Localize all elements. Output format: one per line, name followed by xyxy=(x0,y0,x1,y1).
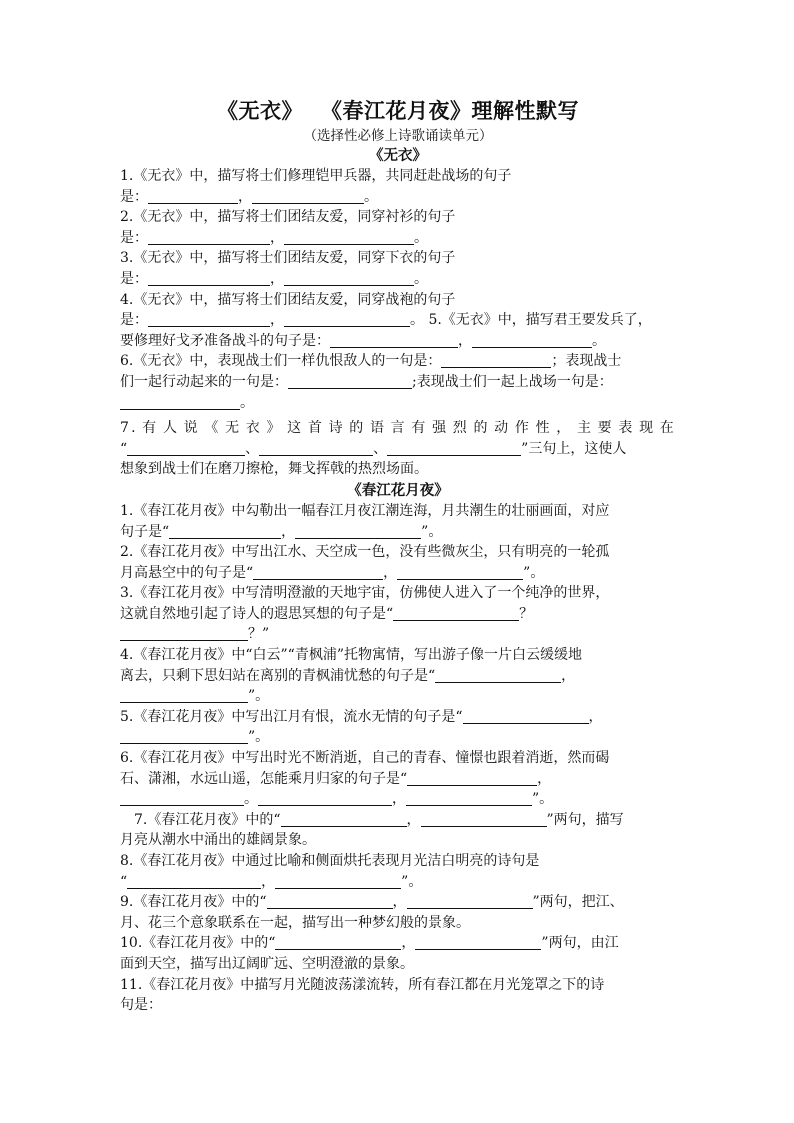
answer-blank[interactable] xyxy=(120,395,240,410)
wuyi-question-7: 7.有人说《无衣》这首诗的语言有强烈的动作性，主要表现在 xyxy=(120,420,676,437)
answer-blank[interactable] xyxy=(267,894,393,909)
answer-blank[interactable] xyxy=(472,333,592,348)
answer-blank[interactable] xyxy=(435,668,561,683)
answer-blank[interactable] xyxy=(284,271,414,286)
wuyi-question-7-cont: “ 、 、 ”三句上，这使人 想象到战士们在磨刀擦枪，舞戈挥戟的热烈场面。 xyxy=(120,440,627,478)
wuyi-question-3: 3.《无衣》中，描写将士们团结友爱，同穿下衣的句子 是： ， 。 xyxy=(120,250,456,287)
answer-blank[interactable] xyxy=(252,189,364,204)
chunjiang-question-3: 3.《春江花月夜》中写清明澄澈的天地宇宙，仿佛使人进入了一个纯净的世界， 这就自然地引起了诗人的遐思冥想的句子是“ ？ ？” xyxy=(120,585,610,643)
chunjiang-question-4: 4.《春江花月夜》中“白云”“青枫浦”托物寓情，写出游子像一片白云缓缓地 离去，只剩下思妇站在离别的青枫浦忧愁的句子是“ ， ”。 xyxy=(120,647,582,705)
chunjiang-question-2: 2.《春江花月夜》中写出江水、天空成一色，没有些微灰尘，只有明亮的一轮孤 月高悬空中的句子是“ ， ”。 xyxy=(120,544,610,581)
answer-blank[interactable] xyxy=(127,874,261,889)
chunjiang-question-1: 1.《春江花月夜》中勾勒出一幅春江月夜江潮连海，月共潮生的壮丽画面，对应 句子是“ ， ”。 xyxy=(120,502,610,540)
chunjiang-question-9: 9.《春江花月夜》中的“ ， ”两句，把江、 月、花三个意象联系在一起，描写出一种梦幻般的景象。 xyxy=(120,894,624,931)
answer-blank[interactable] xyxy=(148,271,270,286)
page-title xyxy=(120,96,676,126)
answer-blank[interactable] xyxy=(421,812,547,827)
answer-blank[interactable] xyxy=(463,709,589,724)
chunjiang-question-6: 6.《春江花月夜》中写出时光不断消逝，自己的青春、憧憬也跟着消逝，然而碣 石、潇湘，水远山遥，怎能乘月归家的句子是“ ， 。 ， ”。 xyxy=(120,750,610,808)
answer-blank[interactable] xyxy=(275,874,401,889)
answer-blank[interactable] xyxy=(387,441,521,456)
answer-blank[interactable] xyxy=(281,812,407,827)
page-subtitle: （选择性必修上诗歌诵读单元） xyxy=(303,128,493,144)
chunjiang-question-7: 7.《春江花月夜》中的“ ， ”两句，描写 xyxy=(134,811,624,828)
answer-blank[interactable] xyxy=(295,524,421,539)
answer-blank[interactable] xyxy=(120,729,248,744)
wuyi-question-4-5: 4.《无衣》中，描写将士们团结友爱，同穿战袍的句子 是： ， 。 5.《无衣》中，描写君王要发兵了， 要修理好戈矛准备战斗的句子是： ， 。 xyxy=(120,291,652,349)
chunjiang-question-5: 5.《春江花月夜》中写出江月有恨，流水无情的句子是“ ， ”。 xyxy=(120,708,603,746)
worksheet-page xyxy=(120,96,676,1016)
title-part-chunjiang: 《春江花月夜》理解性默写 xyxy=(321,98,579,123)
answer-blank[interactable] xyxy=(258,791,392,806)
wuyi-question-2: 2.《无衣》中，描写将士们团结友爱，同穿衬衫的句子 是： ， 。 xyxy=(120,209,456,246)
answer-blank[interactable] xyxy=(127,441,245,456)
wuyi-question-1: 1.《无衣》中，描写将士们修理铠甲兵器，共同赶赴战场的句子 是： ， 。 xyxy=(120,168,512,205)
answer-blank[interactable] xyxy=(415,935,541,950)
answer-blank[interactable] xyxy=(393,606,519,621)
answer-blank[interactable] xyxy=(407,894,533,909)
answer-blank[interactable] xyxy=(397,565,523,580)
answer-blank[interactable] xyxy=(407,771,537,786)
answer-blank[interactable] xyxy=(169,524,281,539)
answer-blank[interactable] xyxy=(120,791,244,806)
answer-blank[interactable] xyxy=(148,189,238,204)
answer-blank[interactable] xyxy=(120,688,248,703)
answer-blank[interactable] xyxy=(406,791,532,806)
title-part-wuyi: 《无衣》 xyxy=(217,98,303,123)
section-title-wuyi: 《无衣》 xyxy=(369,147,427,164)
section-title-chunjiang: 《春江花月夜》 xyxy=(347,481,449,499)
answer-blank[interactable] xyxy=(288,374,412,389)
answer-blank[interactable] xyxy=(259,441,373,456)
answer-blank[interactable] xyxy=(148,230,270,245)
answer-blank[interactable] xyxy=(284,312,410,327)
answer-blank[interactable] xyxy=(330,333,458,348)
chunjiang-question-11: 11.《春江花月夜》中描写月光随波荡漾流转，所有春江都在月光笼罩之下的诗 句是： xyxy=(120,976,605,1014)
answer-blank[interactable] xyxy=(253,565,383,580)
answer-blank[interactable] xyxy=(441,353,551,368)
answer-blank[interactable] xyxy=(120,626,248,641)
chunjiang-question-10: 10.《春江花月夜》中的“ ， ”两句，由江 面到天空，描写出辽阔旷远、空明澄澈的景象。 xyxy=(120,935,619,972)
answer-blank[interactable] xyxy=(284,230,414,245)
wuyi-question-6: 6.《无衣》中，表现战士们一样仇恨敌人的一句是： ；表现战士 们一起行动起来的一句是： ;表现战士们一起上战场一句是： 。 xyxy=(120,353,622,411)
chunjiang-question-8: 8.《春江花月夜》中通过比喻和侧面烘托表现月光洁白明亮的诗句是 “ ， ”。 xyxy=(120,853,540,890)
answer-blank[interactable] xyxy=(275,935,401,950)
chunjiang-question-7-cont: 月亮从潮水中涌出的雄阔景象。 xyxy=(120,832,316,849)
answer-blank[interactable] xyxy=(148,312,270,327)
